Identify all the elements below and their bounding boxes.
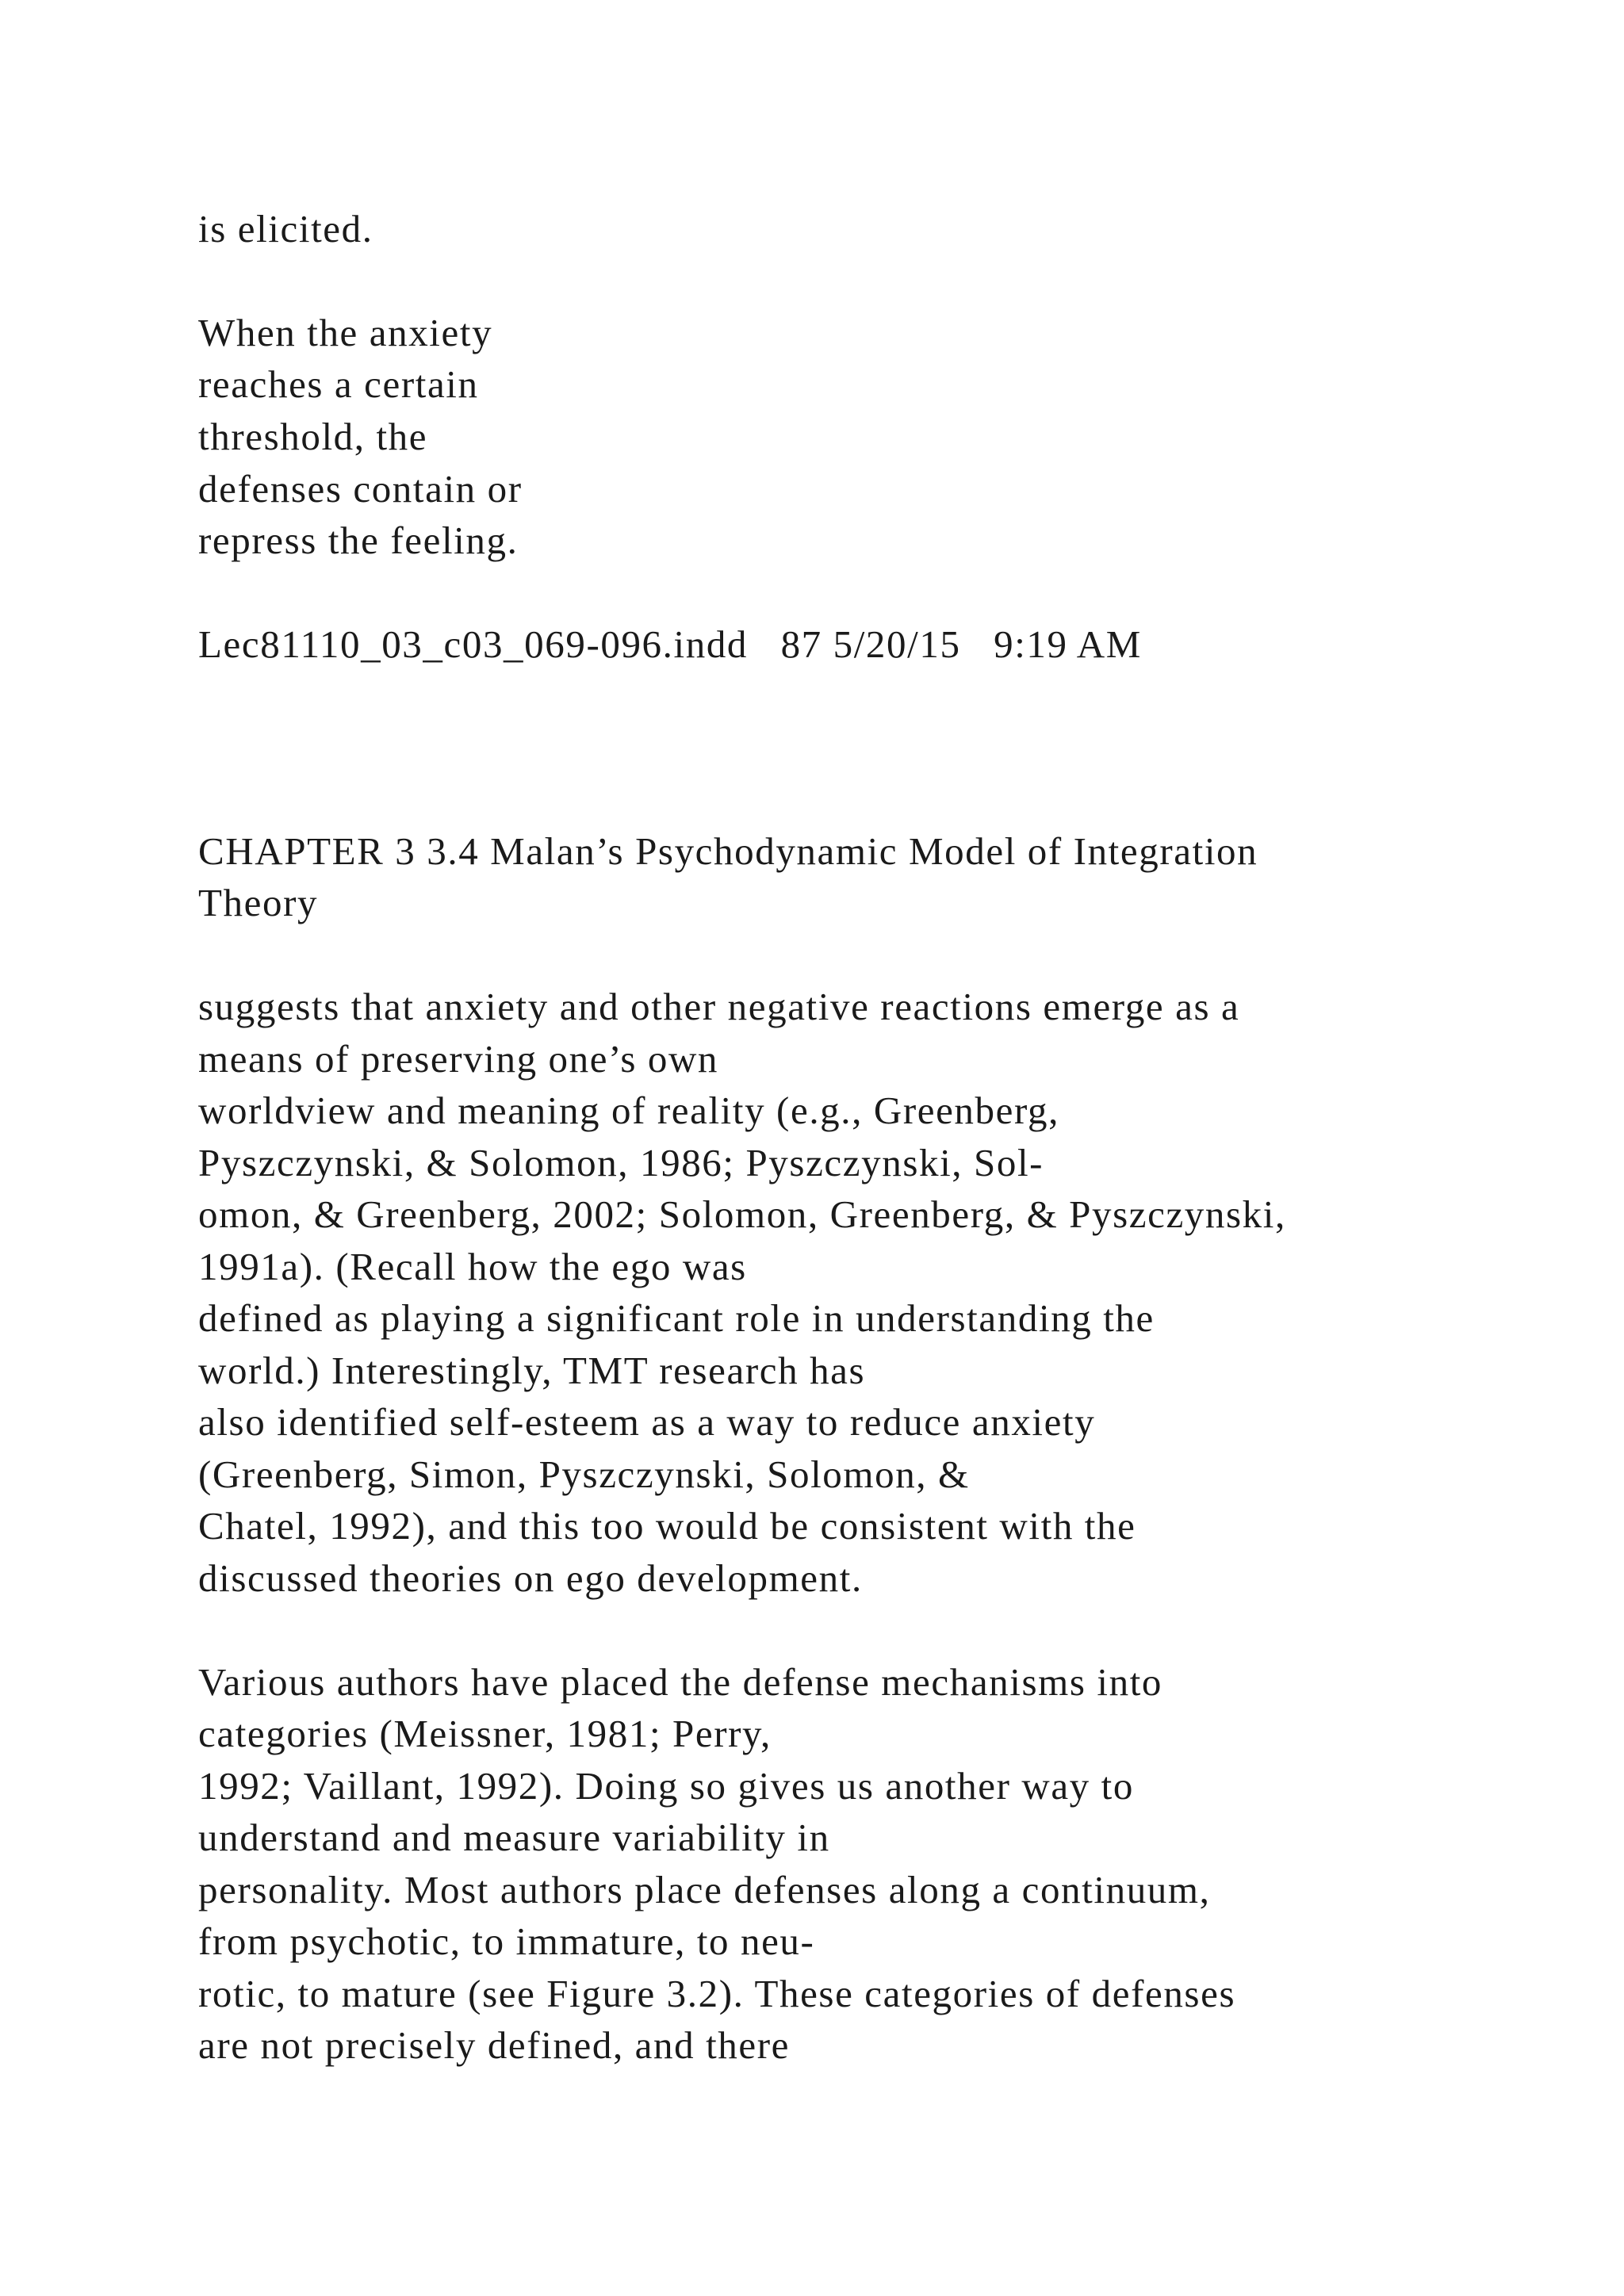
text-line: omon, & Greenberg, 2002; Solomon, Greenberg, & Pyszczynski, xyxy=(198,1192,1286,1236)
text-line: is elicited. xyxy=(198,207,373,251)
text-line: understand and measure variability in xyxy=(198,1816,830,1859)
text-line: 1991a). (Recall how the ego was xyxy=(198,1245,747,1288)
text-line: defenses contain or xyxy=(198,467,523,511)
text-line: personality. Most authors place defenses along a continuum, xyxy=(198,1868,1211,1911)
text-line: means of preserving one’s own xyxy=(198,1037,719,1081)
text-line: 1992; Vaillant, 1992). Doing so gives us another way to xyxy=(198,1764,1134,1808)
text-line: also identified self-esteem as a way to reduce anxiety xyxy=(198,1400,1096,1444)
chapter-heading: Theory xyxy=(198,881,319,924)
text-line: defined as playing a significant role in understanding the xyxy=(198,1296,1155,1340)
text-line: Chatel, 1992), and this too would be consistent with the xyxy=(198,1504,1136,1548)
text-line: repress the feeling. xyxy=(198,519,519,562)
text-line: categories (Meissner, 1981; Perry, xyxy=(198,1712,772,1755)
text-line: world.) Interestingly, TMT research has xyxy=(198,1349,866,1392)
text-line: (Greenberg, Simon, Pyszczynski, Solomon, & xyxy=(198,1452,970,1496)
file-footer: Lec81110_03_c03_069-096.indd 87 5/20/15 9:19 AM xyxy=(198,622,1142,666)
text-line: Various authors have placed the defense mechanisms into xyxy=(198,1660,1163,1704)
text-line: suggests that anxiety and other negative reactions emerge as a xyxy=(198,985,1240,1028)
text-line: reaches a certain xyxy=(198,362,479,406)
text-line: discussed theories on ego development. xyxy=(198,1556,863,1600)
chapter-heading: CHAPTER 3 3.4 Malan’s Psychodynamic Model of Integration xyxy=(198,829,1258,873)
text-line: are not precisely defined, and there xyxy=(198,2023,790,2067)
text-line: When the anxiety xyxy=(198,311,493,354)
text-line: from psychotic, to immature, to neu- xyxy=(198,1919,815,1963)
text-line: Pyszczynski, & Solomon, 1986; Pyszczynski, Sol- xyxy=(198,1141,1044,1184)
text-line: worldview and meaning of reality (e.g., Greenberg, xyxy=(198,1089,1059,1132)
text-line: threshold, the xyxy=(198,415,428,458)
text-line: rotic, to mature (see Figure 3.2). These categories of defenses xyxy=(198,1972,1236,2015)
